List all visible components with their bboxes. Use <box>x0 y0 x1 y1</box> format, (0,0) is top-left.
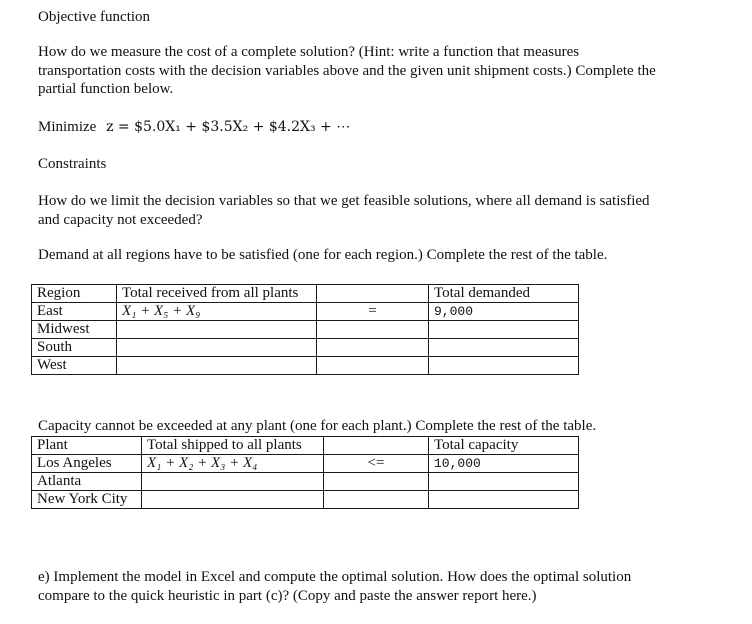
capacity-plant-cell: New York City <box>32 491 142 509</box>
objective-formula-expression: z = $5.0X₁ + $3.5X₂ + $4.2X₃ + ⋯ <box>106 119 351 135</box>
demand-demanded-cell[interactable]: 9,000 <box>429 303 579 321</box>
part-e-line-1: e) Implement the model in Excel and compute the optimal solution. How does the optimal solution <box>38 569 632 585</box>
capacity-shipped-cell[interactable] <box>142 473 324 491</box>
capacity-shipped-cell[interactable] <box>142 491 324 509</box>
demand-table-header <box>32 285 579 303</box>
capacity-operator-cell[interactable] <box>324 473 429 491</box>
demand-region-cell: West <box>32 357 117 375</box>
table-row <box>32 357 579 375</box>
capacity-plant-cell: Atlanta <box>32 473 142 491</box>
demand-header-region: Region <box>32 285 117 303</box>
demand-received-cell[interactable] <box>117 357 317 375</box>
demand-demanded-cell[interactable] <box>429 339 579 357</box>
demand-demanded-cell[interactable] <box>429 321 579 339</box>
table-row <box>32 455 579 473</box>
demand-region-cell: East <box>32 303 117 321</box>
constraints-question <box>38 192 718 229</box>
capacity-header-plant: Plant <box>32 437 142 455</box>
table-row <box>32 491 579 509</box>
demand-intro: Demand at all regions have to be satisfied (one for each region.) Complete the rest of the table. <box>38 247 608 263</box>
table-row <box>32 473 579 491</box>
part-e-question <box>38 568 718 605</box>
demand-header-received: Total received from all plants <box>117 285 317 303</box>
objective-formula-prefix: Minimize <box>38 119 97 135</box>
constraints-question-line-2: and capacity not exceeded? <box>38 211 203 228</box>
capacity-table <box>31 436 579 509</box>
demand-header-demanded: Total demanded <box>429 285 579 303</box>
constraints-heading: Constraints <box>38 156 107 172</box>
capacity-operator-cell: <= <box>324 455 429 473</box>
demand-received-cell[interactable] <box>117 339 317 357</box>
demand-header-operator <box>317 285 429 303</box>
demand-region-cell: South <box>32 339 117 357</box>
demand-operator-cell: = <box>317 303 429 321</box>
demand-operator-cell[interactable] <box>317 357 429 375</box>
capacity-intro: Capacity cannot be exceeded at any plant (one for each plant.) Complete the rest of the table. <box>38 418 597 434</box>
capacity-plant-cell: Los Angeles <box>32 455 142 473</box>
capacity-table-header <box>32 437 579 455</box>
objective-question-line-2: transportation costs with the decision variables above and the given unit shipment costs.) Complete the <box>38 62 656 79</box>
capacity-header-capacity: Total capacity <box>429 437 579 455</box>
table-row <box>32 303 579 321</box>
demand-region-cell: Midwest <box>32 321 117 339</box>
capacity-header-operator <box>324 437 429 455</box>
demand-demanded-cell[interactable] <box>429 357 579 375</box>
objective-question-line-3: partial function below. <box>38 81 174 97</box>
demand-table <box>31 284 579 375</box>
demand-operator-cell[interactable] <box>317 339 429 357</box>
table-row <box>32 339 579 357</box>
part-e-line-2: compare to the quick heuristic in part (c)? (Copy and paste the answer report here.) <box>38 587 537 604</box>
objective-heading: Objective function <box>38 9 151 25</box>
table-row <box>32 321 579 339</box>
capacity-value-cell[interactable] <box>429 491 579 509</box>
capacity-value-cell[interactable] <box>429 473 579 491</box>
capacity-operator-cell[interactable] <box>324 491 429 509</box>
capacity-shipped-cell[interactable]: X₁ + X₂ + X₃ + X₄ <box>142 455 324 473</box>
demand-received-cell[interactable] <box>117 321 317 339</box>
objective-question-line-1: How do we measure the cost of a complete solution? (Hint: write a function that measures <box>38 44 580 60</box>
constraints-question-line-1: How do we limit the decision variables so that we get feasible solutions, where all demand is satisfied <box>38 193 650 209</box>
capacity-value-cell[interactable]: 10,000 <box>429 455 579 473</box>
objective-formula <box>38 118 350 136</box>
objective-question <box>38 43 718 99</box>
demand-operator-cell[interactable] <box>317 321 429 339</box>
capacity-header-shipped: Total shipped to all plants <box>142 437 324 455</box>
demand-received-cell[interactable]: X₁ + X₅ + X₉ <box>117 303 317 321</box>
